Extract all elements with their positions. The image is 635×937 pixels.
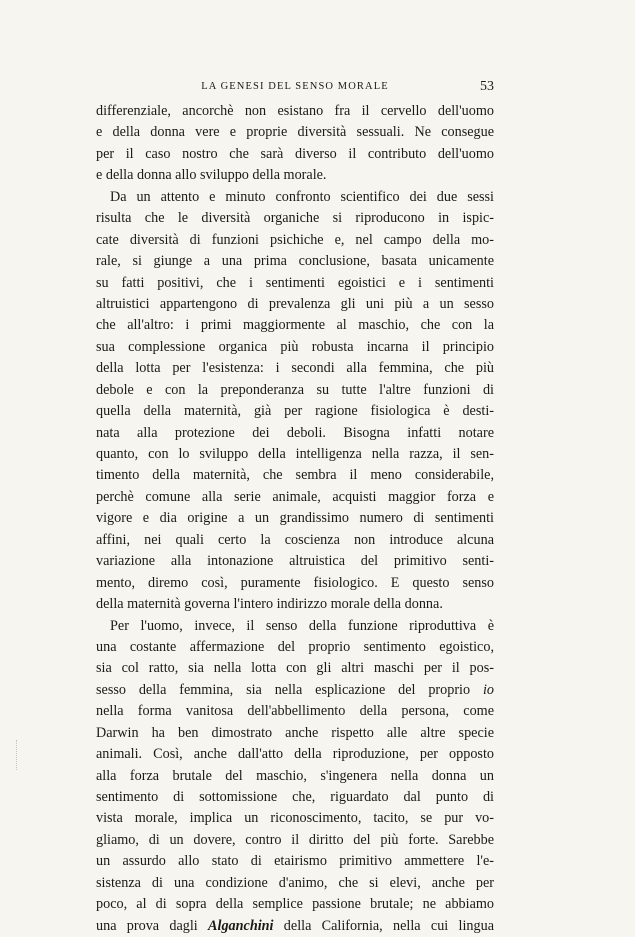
text-line: risulta che le diversità organiche si riproducono in ispic- [96, 210, 494, 227]
text-line: Darwin ha ben dimostrato anche rispetto alle altre specie [96, 724, 494, 741]
text-line: una costante affermazione del proprio sentimento egoistico, [96, 638, 494, 655]
text-line: una prova dagli Alganchini della California, nella cui lingua [96, 917, 494, 934]
text-line: rale, si giunge a una prima conclusione, basata unicamente [96, 253, 494, 270]
text-line: gliamo, di un dovere, contro il diritto del più forte. Sarebbe [96, 831, 494, 848]
text-line: sia col ratto, sia nella lotta con gli altri maschi per il pos- [96, 660, 494, 677]
text-line: altruistici appartengono di prevalenza gli uni più a un sesso [96, 295, 494, 312]
text-line: della lotta per l'esistenza: i secondi alla femmina, che più [96, 360, 494, 377]
text-line: su fatti positivi, che i sentimenti egoistici e i sentimenti [96, 274, 494, 291]
text-line: variazione alla intonazione altruistica del primitivo senti- [96, 553, 494, 570]
text-line: che all'altro: i primi maggiormente al maschio, che con la [96, 317, 494, 334]
text-line: sesso della femmina, sia nella esplicazione del proprio io [96, 681, 494, 698]
text-line: cate diversità di funzioni psichiche e, nel campo della mo- [96, 231, 494, 248]
text-line: della maternità governa l'intero indirizzo morale della donna. [96, 596, 443, 613]
text-line: alla forza brutale del maschio, s'ingenera nella donna un [96, 767, 494, 784]
body-text [96, 101, 494, 937]
text-line: e della donna vere e proprie diversità sessuali. Ne consegue [96, 124, 494, 141]
text-line: nata alla protezione dei deboli. Bisogna infatti notare [96, 424, 494, 441]
text-line: debole e con la preponderanza su tutte l'altre funzioni di [96, 381, 494, 398]
running-title: LA GENESI DEL SENSO MORALE [201, 81, 389, 92]
text-line: quella della maternità, già per ragione fisiologica è desti- [96, 403, 494, 420]
text-line: nella forma vanitosa dell'abbellimento della persona, come [96, 703, 494, 720]
text-line: animali. Così, anche dall'atto della riproduzione, per opposto [96, 746, 494, 763]
page-number: 53 [480, 79, 494, 94]
text-line: timento della maternità, che sembra il meno considerabile, [96, 467, 494, 484]
text-line: e della donna allo sviluppo della morale. [96, 167, 327, 184]
text-line: Per l'uomo, invece, il senso della funzione riproduttiva è [110, 617, 494, 634]
text-line: poco, al di sopra della semplice passione brutale; ne abbiamo [96, 896, 494, 913]
text-line: vigore e dia origine a un grandissimo numero di sentimenti [96, 510, 494, 527]
text-line: sentimento di sottomissione che, riguardato dal punto di [96, 789, 494, 805]
text-line: mento, diremo così, puramente fisiologico. E questo senso [96, 574, 494, 591]
text-line: un assurdo allo stato di etairismo primitivo ammettere l'e- [96, 853, 494, 870]
text-line: affini, nei quali certo la coscienza non introduce alcuna [96, 531, 494, 548]
text-line: perchè comune alla serie animale, acquisti maggior forza e [96, 488, 494, 505]
text-line: Da un attento e minuto confronto scientifico dei due sessi [110, 188, 494, 205]
margin-dots [16, 740, 19, 770]
text-line: vista morale, implica un riconoscimento, tacito, se pur vo- [96, 810, 494, 827]
text-line: per il caso nostro che sarà diverso il contributo dell'uomo [96, 145, 494, 162]
text-line: sua complessione organica più robusta incarna il principio [96, 338, 494, 355]
running-header [96, 79, 494, 97]
text-line: sistenza di una condizione d'animo, che si elevi, anche per [96, 874, 494, 891]
text-line: differenziale, ancorchè non esistano fra il cervello dell'uomo [96, 103, 494, 119]
text-line: quanto, con lo sviluppo della intelligenza nella razza, il sen- [96, 446, 494, 462]
